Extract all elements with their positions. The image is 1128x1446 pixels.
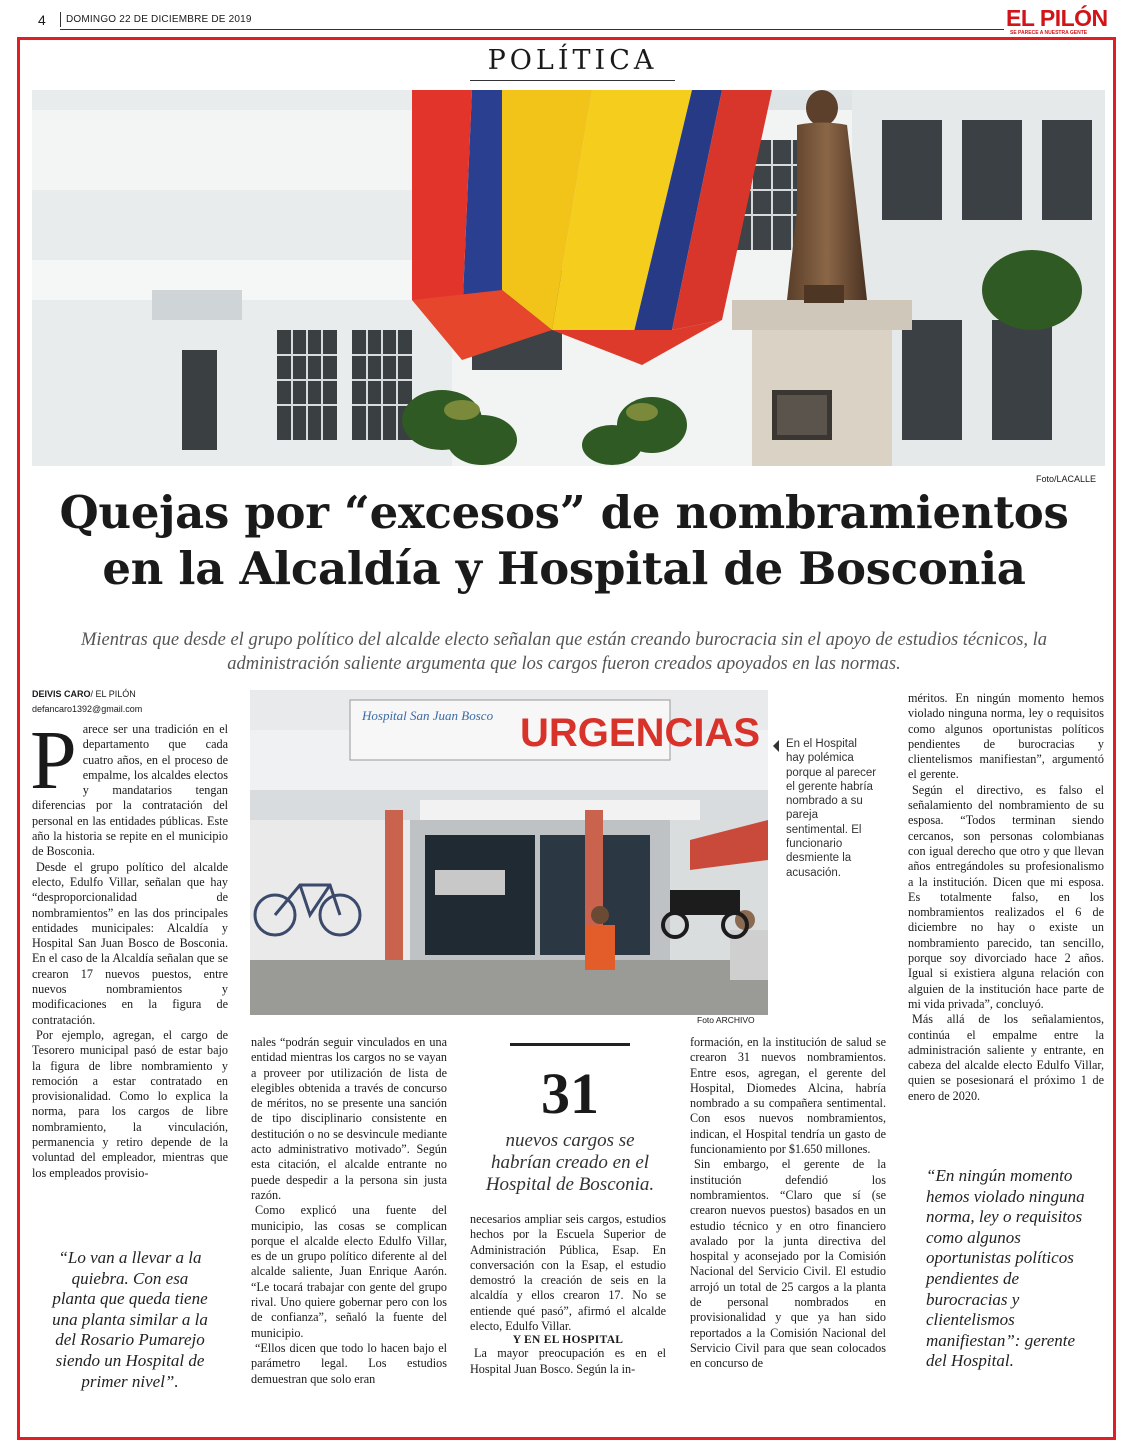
newspaper-logo[interactable]: EL PILÓN [1006,5,1108,31]
page-date: DOMINGO 22 DE DICIEMBRE DE 2019 [66,14,252,25]
header-rule [60,29,1004,30]
main-photo-alcaldia [32,90,1105,466]
header-divider [60,12,61,27]
article-headline: Quejas por “excesos” de nombramientos en la Alcaldía y Hospital de Bosconia [59,486,1069,595]
pull-quote-left: “Lo van a llevar a la quiebra. Con esa planta que queda tiene una planta similar a la del Rosario Pumarejo siendo un Hospital de primer nivel”. [52,1248,208,1391]
article-column-2 [251,1035,447,1387]
article-deck: Mientras que desde el grupo político del alcalde electo señalan que están creando burocracia sin el apoyo de estudios técnicos, la administración saliente argumenta que los cargos fueron creados apoyados en las normas. [80,630,1048,674]
paragraph: necesarios ampliar seis cargos, estudios hechos por la Escuela Superior de Administración Pública, Esap. En conversación con la Esap, el estudio demostró la creación de seis en la alcaldía y ellos crearon 17. No se entiende qué pasó”, afirmó el alcalde electo, Edulfo Villar. [470,1212,666,1334]
paragraph: Más allá de los señalamientos, continúa el empalme entre la administración saliente y entrante, en cabeza del alcalde electo Edulfo Villar, quien se posesionará el próximo 1 de enero de 2020. [908,1012,1104,1103]
paragraph-text: arece ser una tradición en el departamento que cada cuatro años, en el proceso de empalme, los alcaldes electos y mandatarios tengan diferencias por la contratación del personal en las entidades públicas. Este año la historia se repite en el municipio de Bosconia. [32,722,228,859]
big-number-value: 31 [541,1061,599,1126]
hospital-photo [250,690,768,1015]
article-column-5 [908,691,1104,1104]
byline [32,689,136,699]
main-photo-credit: Foto/LACALLE [1036,474,1097,484]
paragraph: Sin embargo, el gerente de la institución defendió los nombramientos. “Claro que sí (se crearon nuevos puestos) basados en un estudio técnico y en otro financiero avalado por la junta directiva del hospital y aconsejado por la Comisión Nacional del Servicio Civil. El estudio arrojó un total de 25 cargos a la planta de personal nombrados en provisionalidad y que ya han sido reportados a la Comisión Nacional del Servicio Civil para que sean colocados en concurso de [690,1157,886,1371]
section-title: POLÍTICA [470,45,675,81]
pull-quote-right: “En ningún momento hemos violado ninguna norma, ley o requisitos como algunos oportunistas políticos pendientes de burocracias y clientelismos manifiestan”: gerente del Hospital. [926,1166,1085,1371]
paragraph: nales “podrán seguir vinculados en una entidad mientras los cargos no se vayan a proveer por utilización de lista de elegibles obtenida a través de concurso de méritos, no se presente una sanción de tipo disciplinario consistente en destitución o no se desvincule mediante acto administrativo motivado”. Según esta citación, el alcalde entrante no puede despedir a la persona sin justa razón. [251,1035,447,1202]
page-header [0,0,1128,36]
newspaper-tagline: SE PARECE A NUESTRA GENTE [1010,30,1088,36]
drop-cap: P [30,714,77,807]
paragraph: Según el directivo, es falso el señalamiento del nombramiento de su esposa. “Todos terminan siendo cercanos, son personas colombianas con igual derecho que otro y que llevan años entregándoles su profesionalismo a la institución. Dicen que mi esposa. Es totalmente falso, en los nombramientos realizados el 6 de diciembre no hay o existe un nombramiento parecido, tan sencillo, porque soy divorciado hace 2 años. Igual si existiera alguna relación con alguien de la institución hace parte de mi vida privada”, concluyó. [908,782,1104,1011]
article-column-4 [690,1035,886,1372]
urgencias-sign: URGENCIAS [520,711,761,755]
big-number-caption: nuevos cargos se habrían creado en el Hospital de Bosconia. [485,1130,655,1195]
hospital-sign: Hospital San Juan Bosco [362,708,494,723]
paragraph: Desde el grupo político del alcalde electo, Edulfo Villar, señalan que hay “desproporcionalidad de nombramientos” en las dos principales entidades municipales: Alcaldía y Hospital San Juan Bosco de Bosconia. En el caso de la Alcaldía señalan que se crearon 17 nuevos puestos, entre nuevos nombramientos y modificaciones en la figura de contratación. [32,859,228,1027]
article-column-1 [30,714,228,1181]
subhead: Y EN EL HOSPITAL [512,1334,624,1347]
byline-author: DEIVIS CARO [32,689,91,699]
paragraph: La mayor preocupación es en el Hospital Juan Bosco. Según la in- [470,1346,666,1376]
page-number: 4 [38,12,46,28]
article-column-3 [470,1212,666,1377]
big-number-rule [510,1043,630,1046]
photo-caption: En el Hospital hay polémica porque al parecer el gerente habría nombrado a su pareja sentimental. El funcionario desmiente la acusación. [786,738,877,879]
second-photo-credit: Foto ARCHIVO [697,1015,755,1025]
author-email[interactable]: defancaro1392@gmail.com [32,704,143,714]
paragraph: Como explicó una fuente del municipio, las cosas se complican porque el alcalde electo Edulfo Villar, es de un grupo político diferente al del alcalde saliente, Juan Enrique Aarón. “Le tocará trabajar con gente del grupo rival. Uno quiere gobernar pero con los de confianza”, señaló la fuente del municipio. [251,1203,447,1340]
paragraph: “Ellos dicen que todo lo hacen bajo el parámetro legal. Los estudios demuestran que solo eran [251,1340,447,1386]
byline-outlet: / EL PILÓN [90,689,136,699]
paragraph [30,714,228,860]
paragraph: formación, en la institución de salud se crearon 31 nuevos nombramientos. Entre esos, agregan, el gerente del Hospital, Diomedes Alcina, habría nombrado a su compañera sentimental. Con esos nuevos nombramientos, indican, el Hospital tendría un gasto de funcionamiento por $1.650 millones. [690,1035,886,1157]
paragraph: méritos. En ningún momento hemos violado ninguna norma, ley o requisitos como algunos oportunistas políticos pendientes de burocracias y clientelismos manifiestan”, argumentó el gerente. [908,691,1104,782]
paragraph: Por ejemplo, agregan, el cargo de Tesorero municipal pasó de estar bajo la figura de libre nombramiento y remoción a estar contratado en provisionalidad. Como lo explica la norma, para los cargos de libre nombramiento, la vinculación, permanencia y retiro depende de la voluntad del empleador, mientras que los empleados provisio- [32,1027,228,1180]
